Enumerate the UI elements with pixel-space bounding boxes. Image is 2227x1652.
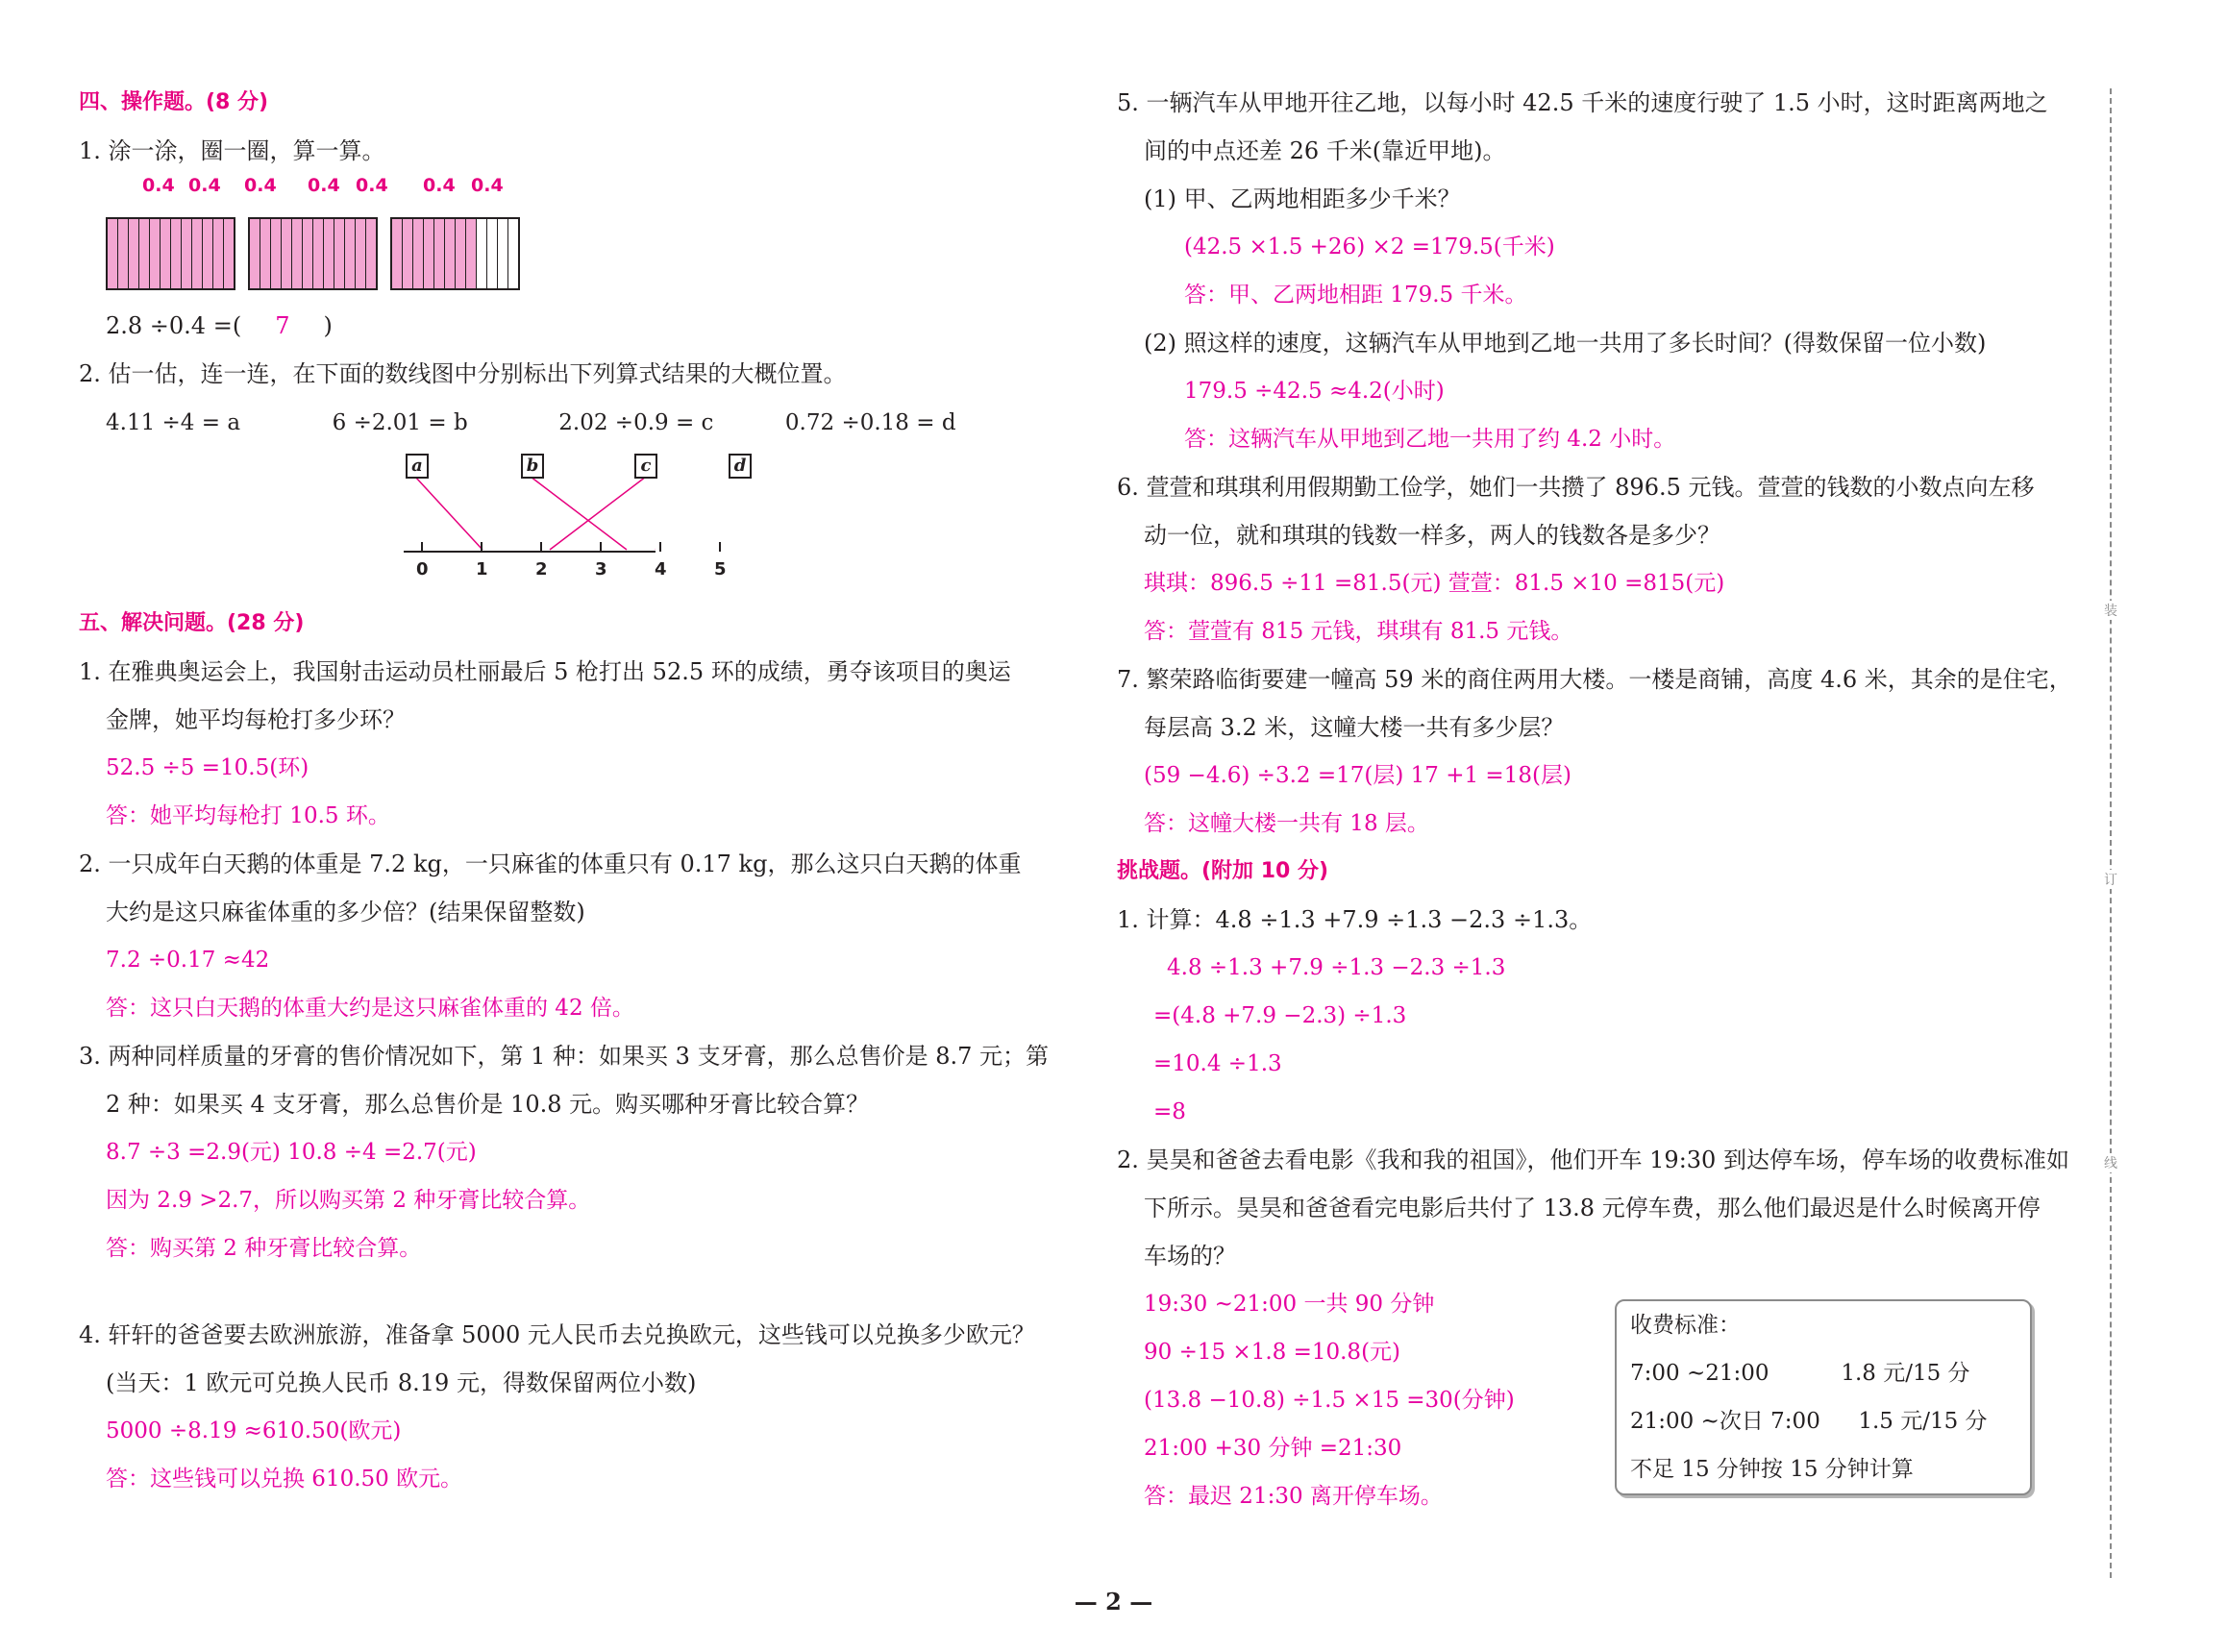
problem-4-line1: 4. 轩轩的爸爸要去欧洲旅游，准备拿 5000 元人民币去兑换欧元，这些钱可以兑换多少欧元？ — [79, 1321, 1035, 1348]
expr-a: 4.11 ÷4 = a — [106, 410, 241, 435]
binding-char-1: 装 — [2101, 601, 2120, 620]
problem-3-reply: 答：购买第 2 种牙膏比较合算。 — [106, 1236, 422, 1261]
fee-day-rate: 1.8 元/15 分 — [1841, 1361, 1970, 1386]
expr-c: 2.02 ÷0.9 = c — [558, 410, 714, 435]
problem-4-line2: (当天：1 欧元可兑换人民币 8.19 元，得数保留两位小数) — [106, 1369, 697, 1396]
challenge-2-line2: 下所示。昊昊和爸爸看完电影后共付了 13.8 元停车费，那么他们最迟是什么时候离开停 — [1144, 1195, 2041, 1221]
problem-6-line1: 6. 萱萱和琪琪利用假期勤工俭学，她们一共攒了 896.5 元钱。萱萱的钱数的小数点向左移 — [1117, 474, 2035, 501]
q1-expr: 2.8 ÷0.4 =( — [106, 312, 242, 339]
section-5-heading: 五、解决问题。(28 分) — [79, 611, 305, 635]
problem-7-line1: 7. 繁荣路临街要建一幢高 59 米的商住两用大楼。一楼是商铺，高度 4.6 米，其余的是住宅， — [1117, 666, 2072, 693]
challenge-2-step2: 90 ÷15 ×1.8 =10.8(元) — [1144, 1340, 1401, 1365]
q1-expression — [79, 302, 1050, 350]
left-column — [79, 79, 1050, 1503]
fee-day-period: 7:00 ~21:00 — [1630, 1361, 1769, 1386]
section-4-heading: 四、操作题。(8 分) — [79, 90, 269, 114]
challenge-1-step2: =(4.8 +7.9 −2.3) ÷1.3 — [1153, 1003, 1407, 1028]
binding-char-2: 订 — [2101, 870, 2120, 889]
bar-label: 0.4 — [142, 175, 175, 196]
problem-1-answer: 52.5 ÷5 =10.5(环) — [106, 755, 309, 780]
problem-5-answer2: 179.5 ÷42.5 ≈4.2(小时) — [1184, 379, 1445, 404]
bar-label: 0.4 — [244, 175, 277, 196]
q2-expressions — [79, 398, 1050, 446]
problem-7-reply: 答：这幢大楼一共有 18 层。 — [1144, 811, 1429, 836]
binding-char-3: 线 — [2101, 1153, 2120, 1172]
problem-5-answer1: (42.5 ×1.5 +26) ×2 =179.5(千米) — [1184, 234, 1555, 259]
problem-5-line2: 间的中点还差 26 千米(靠近甲地)。 — [1144, 137, 1506, 164]
q1-close: ) — [323, 312, 333, 339]
page-number: — 2 — — [1074, 1588, 1153, 1615]
problem-7-answer: (59 −4.6) ÷3.2 =17(层) 17 +1 =18(层) — [1144, 763, 1571, 788]
problem-3-reason: 因为 2.9 >2.7，所以购买第 2 种牙膏比较合算。 — [106, 1188, 591, 1213]
tick-3: 3 — [595, 559, 607, 579]
problem-4-answer: 5000 ÷8.19 ≈610.50(欧元) — [106, 1418, 402, 1443]
problem-2-line1: 2. 一只成年白天鹅的体重是 7.2 kg，一只麻雀的体重只有 0.17 kg，那么这只白天鹅的体重 — [79, 851, 1022, 877]
label-b: b — [521, 454, 544, 479]
bar-unit-1 — [106, 217, 235, 290]
fee-night-rate: 1.5 元/15 分 — [1858, 1409, 1988, 1434]
problem-6-line2: 动一位，就和琪琪的钱数一样多，两人的钱数各是多少？ — [1144, 522, 1720, 549]
problem-3-line2: 2 种：如果买 4 支牙膏，那么总售价是 10.8 元。购买哪种牙膏比较合算？ — [106, 1091, 870, 1118]
challenge-2-line1: 2. 昊昊和爸爸去看电影《我和我的祖国》，他们开车 19:30 到达停车场，停车场的收费标准如 — [1117, 1147, 2069, 1173]
problem-5-reply2: 答：这辆汽车从甲地到乙地一共用了约 4.2 小时。 — [1184, 427, 1676, 452]
q1-answer: 7 — [275, 312, 290, 339]
problem-7-line2: 每层高 3.2 米，这幢大楼一共有多少层？ — [1144, 714, 1565, 741]
challenge-1-step1: 4.8 ÷1.3 +7.9 ÷1.3 −2.3 ÷1.3 — [1167, 955, 1506, 980]
problem-6-answer: 琪琪：896.5 ÷11 =81.5(元) 萱萱：81.5 ×10 =815(元) — [1144, 571, 1725, 596]
decimal-bars — [79, 175, 1050, 281]
fee-row-night — [1617, 1397, 2030, 1445]
bar-label: 0.4 — [423, 175, 456, 196]
problem-3-line1: 3. 两种同样质量的牙膏的售价情况如下，第 1 种：如果买 3 支牙膏，那么总售价是 8.7 元；第 — [79, 1043, 1050, 1070]
fee-rule: 不足 15 分钟按 15 分钟计算 — [1630, 1457, 1914, 1482]
binding-dashed-line — [2110, 88, 2112, 1578]
label-a: a — [406, 454, 429, 479]
tick-2: 2 — [535, 559, 548, 579]
problem-6-reply: 答：萱萱有 815 元钱，琪琪有 81.5 元钱。 — [1144, 619, 1573, 644]
problem-2-line2: 大约是这只麻雀体重的多少倍？(结果保留整数) — [106, 899, 585, 925]
tick-5: 5 — [714, 559, 727, 579]
bar-label: 0.4 — [356, 175, 388, 196]
bar-unit-3 — [390, 217, 520, 290]
question-1: 1. 涂一涂，圈一圈，算一算。 — [79, 137, 385, 164]
bar-label: 0.4 — [188, 175, 221, 196]
problem-4-reply: 答：这些钱可以兑换 610.50 欧元。 — [106, 1467, 463, 1492]
problem-5-line1: 5. 一辆汽车从甲地开往乙地，以每小时 42.5 千米的速度行驶了 1.5 小时，这时距离两地之 — [1117, 89, 2048, 116]
challenge-1-question: 1. 计算：4.8 ÷1.3 +7.9 ÷1.3 −2.3 ÷1.3。 — [1117, 906, 1593, 933]
bar-label: 0.4 — [308, 175, 340, 196]
challenge-2-step1: 19:30 ~21:00 一共 90 分钟 — [1144, 1292, 1435, 1317]
challenge-1-step4: =8 — [1153, 1099, 1186, 1124]
question-2: 2. 估一估，连一连，在下面的数线图中分别标出下列算式结果的大概位置。 — [79, 360, 847, 387]
bar-unit-2 — [248, 217, 378, 290]
fee-standard-box — [1615, 1299, 2032, 1495]
problem-1-reply: 答：她平均每枪打 10.5 环。 — [106, 803, 390, 828]
challenge-heading: 挑战题。(附加 10 分) — [1117, 859, 1329, 883]
label-d: d — [729, 454, 752, 479]
tick-1: 1 — [476, 559, 488, 579]
problem-1-line1: 1. 在雅典奥运会上，我国射击运动员杜丽最后 5 枪打出 52.5 环的成绩，勇夺该项目的奥运 — [79, 658, 1011, 685]
problem-1-line2: 金牌，她平均每枪打多少环？ — [106, 706, 406, 733]
challenge-2-step4: 21:00 +30 分钟 =21:30 — [1144, 1436, 1402, 1461]
problem-5-reply1: 答：甲、乙两地相距 179.5 千米。 — [1184, 283, 1527, 308]
challenge-1-step3: =10.4 ÷1.3 — [1153, 1051, 1282, 1076]
bar-label: 0.4 — [471, 175, 504, 196]
problem-5-sub1: (1) 甲、乙两地相距多少千米？ — [1144, 185, 1461, 212]
expr-b: 6 ÷2.01 = b — [332, 410, 468, 435]
problem-3-answer: 8.7 ÷3 =2.9(元) 10.8 ÷4 =2.7(元) — [106, 1140, 477, 1165]
fee-night-period: 21:00 ~次日 7:00 — [1630, 1409, 1820, 1434]
expr-d: 0.72 ÷0.18 = d — [784, 410, 956, 435]
challenge-2-step3: (13.8 −10.8) ÷1.5 ×15 =30(分钟) — [1144, 1388, 1515, 1413]
tick-0: 0 — [416, 559, 429, 579]
fee-title: 收费标准： — [1630, 1313, 1741, 1338]
number-line-figure — [79, 446, 1050, 600]
problem-2-reply: 答：这只白天鹅的体重大约是这只麻雀体重的 42 倍。 — [106, 996, 634, 1021]
problem-2-answer: 7.2 ÷0.17 ≈42 — [106, 948, 270, 973]
number-line-svg — [79, 446, 656, 600]
label-c: c — [634, 454, 657, 479]
tick-4: 4 — [655, 559, 667, 579]
problem-5-sub2: (2) 照这样的速度，这辆汽车从甲地到乙地一共用了多长时间？(得数保留一位小数) — [1144, 330, 1987, 357]
fee-row-day — [1617, 1349, 2030, 1397]
challenge-2-reply: 答：最迟 21:30 离开停车场。 — [1144, 1484, 1443, 1509]
challenge-2-line3: 车场的？ — [1144, 1243, 1236, 1270]
